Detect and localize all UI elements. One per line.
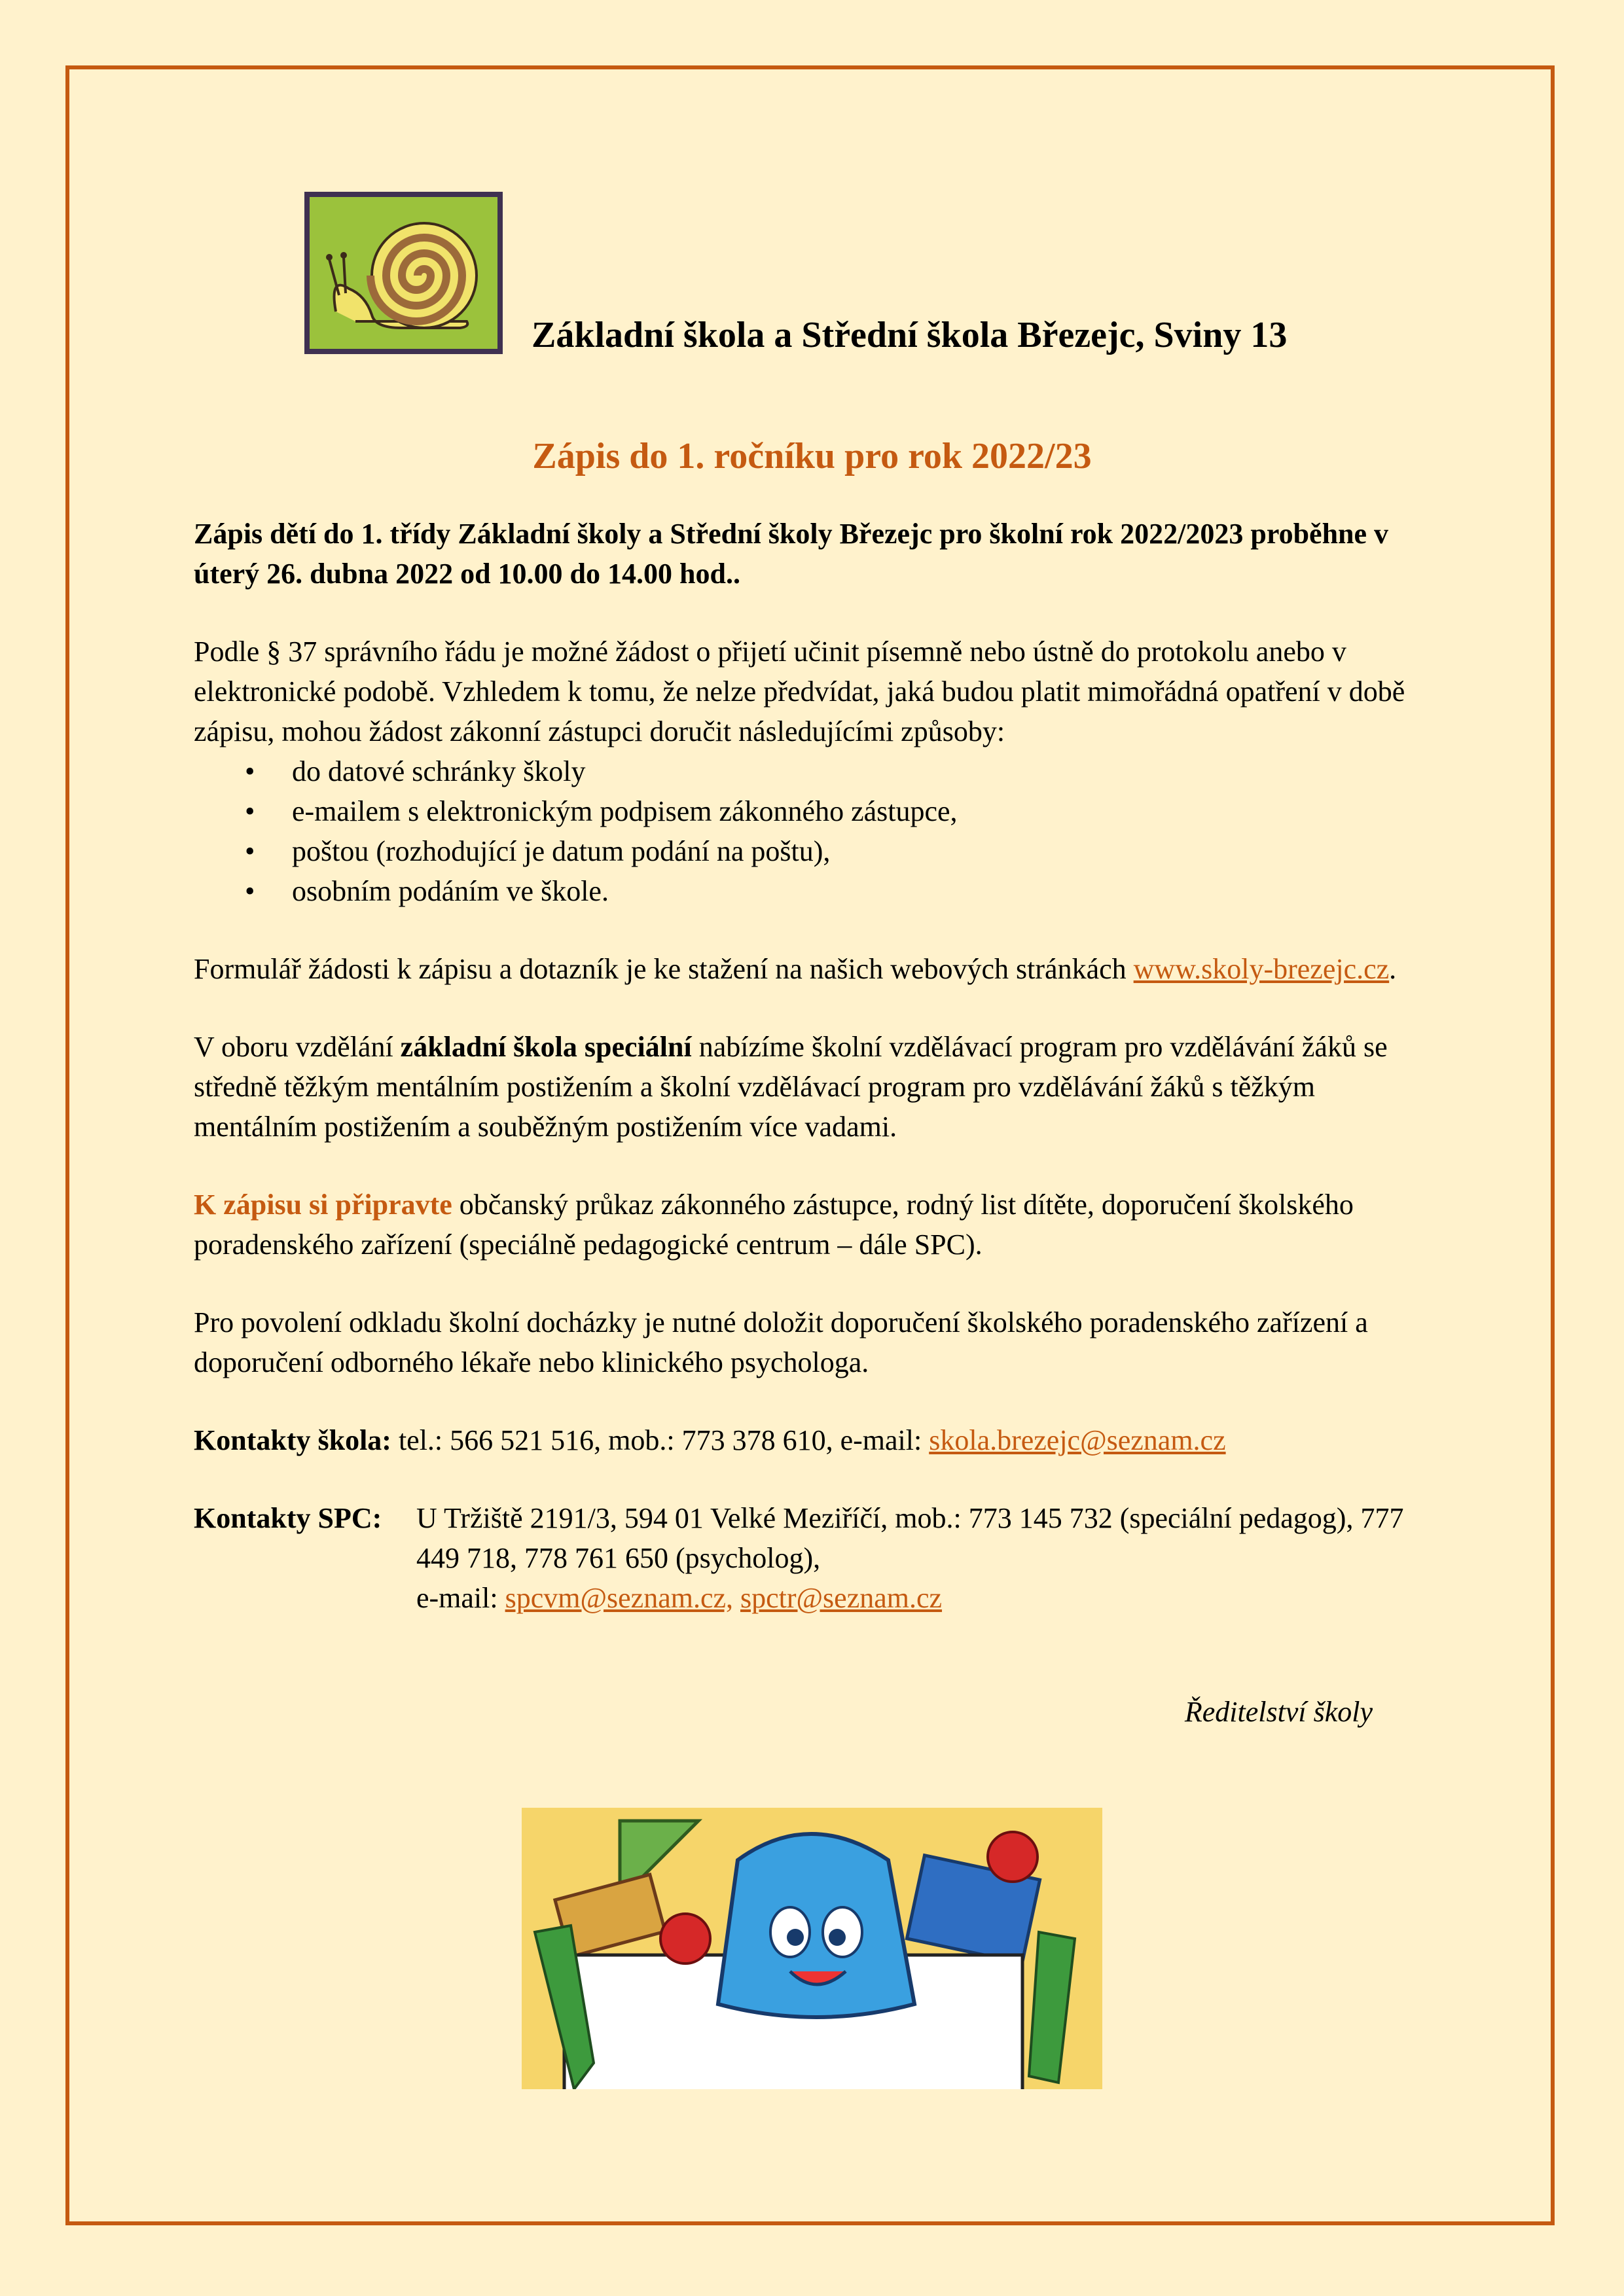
- special-program-paragraph: V oboru vzdělání základní škola speciální nabízíme školní vzdělávací program pro vzdělávání žáků se středně těžkým mentálním postižením a školní vzdělávací program pro vzdělávání žáků s těžkým mentálním postižením a souběžným postižením více vadami.: [194, 1031, 1388, 1143]
- backpack-icon: [718, 1834, 914, 2017]
- list-item-text: e-mailem s elektronickým podpisem zákonného zástupce,: [292, 795, 958, 827]
- list-item-text: do datové schránky školy: [292, 755, 586, 787]
- bullet-icon: •: [245, 835, 255, 867]
- bullet-icon: •: [245, 875, 255, 907]
- school-contacts-label: Kontakty škola:: [194, 1424, 391, 1456]
- bullet-icon: •: [245, 795, 255, 827]
- prepare-label: K zápisu si připravte: [194, 1189, 452, 1221]
- snail-icon: [310, 197, 497, 349]
- document-body: [194, 514, 1437, 1618]
- spc-contacts-details: [416, 1498, 1437, 1618]
- list-item-text: poštou (rozhodující je datum podání na poštu),: [292, 835, 831, 867]
- bullet-icon: •: [245, 755, 255, 787]
- list-item: [194, 831, 1437, 871]
- spc-contacts-label: Kontakty SPC:: [194, 1502, 382, 1534]
- page-title: Zápis do 1. ročníku pro rok 2022/23: [532, 436, 1092, 476]
- website-link[interactable]: www.skoly-brezejc.cz: [1133, 953, 1390, 985]
- prepare-paragraph: K zápisu si připravte občanský průkaz zákonného zástupce, rodný list dítěte, doporučení školského poradenského zařízení (speciálně pedagogické centrum – dále SPC).: [194, 1189, 1354, 1261]
- intro-paragraph: Zápis dětí do 1. třídy Základní školy a Střední školy Březejc pro školní rok 2022/2023 proběhne v úterý 26. dubna 2022 od 10.00 do 14.00 hod..: [194, 518, 1389, 590]
- apple-icon-2: [988, 1832, 1038, 1882]
- backpack-illustration: [522, 1808, 1102, 2089]
- list-item: [194, 791, 1437, 831]
- spc-address: U Tržiště 2191/3, 594 01 Velké Meziříčí, mob.: 773 145 732 (speciální pedagog), 777 449 718, 778 761 650 (psycholog),: [416, 1502, 1404, 1574]
- spc-email-line: e-mail: spcvm@seznam.cz, spctr@seznam.cz: [416, 1582, 943, 1614]
- school-logo: [304, 192, 503, 354]
- signature: Ředitelství školy: [1184, 1696, 1373, 1728]
- postponement-paragraph: Pro povolení odkladu školní docházky je nutné doložit doporučení školského poradenského zařízení a doporučení odborného lékaře nebo klinického psychologa.: [194, 1306, 1368, 1378]
- spc-email-link-1[interactable]: spcvm@seznam.cz,: [505, 1582, 733, 1614]
- spc-email-link-2[interactable]: spctr@seznam.cz: [740, 1582, 943, 1614]
- list-item: [194, 751, 1437, 791]
- submission-paragraph: Podle § 37 správního řádu je možné žádost o přijetí učinit písemně nebo ústně do protokolu anebo v elektronické podobě. Vzhledem k tomu, že nelze předvídat, jaká budou platit mimořádná opatření v době zápisu, mohou žádost zákonní zástupci doručit následujícími způsoby:: [194, 636, 1405, 747]
- apple-icon: [660, 1914, 710, 1964]
- spc-contacts: [194, 1498, 1437, 1618]
- school-name: Základní škola a Střední škola Březejc, Sviny 13: [532, 315, 1288, 355]
- school-email-link[interactable]: skola.brezejc@seznam.cz: [929, 1424, 1226, 1456]
- school-contacts: Kontakty škola: tel.: 566 521 516, mob.: 773 378 610, e-mail: skola.brezejc@seznam.cz: [194, 1424, 1226, 1456]
- list-item-text: osobním podáním ve škole.: [292, 875, 609, 907]
- list-item: [194, 871, 1437, 911]
- school-supplies-illustration: [522, 1808, 1102, 2089]
- submission-methods-list: [194, 751, 1437, 911]
- form-paragraph: Formulář žádosti k zápisu a dotazník je ke stažení na našich webových stránkách www.skoly-brezejc.cz.: [194, 953, 1397, 985]
